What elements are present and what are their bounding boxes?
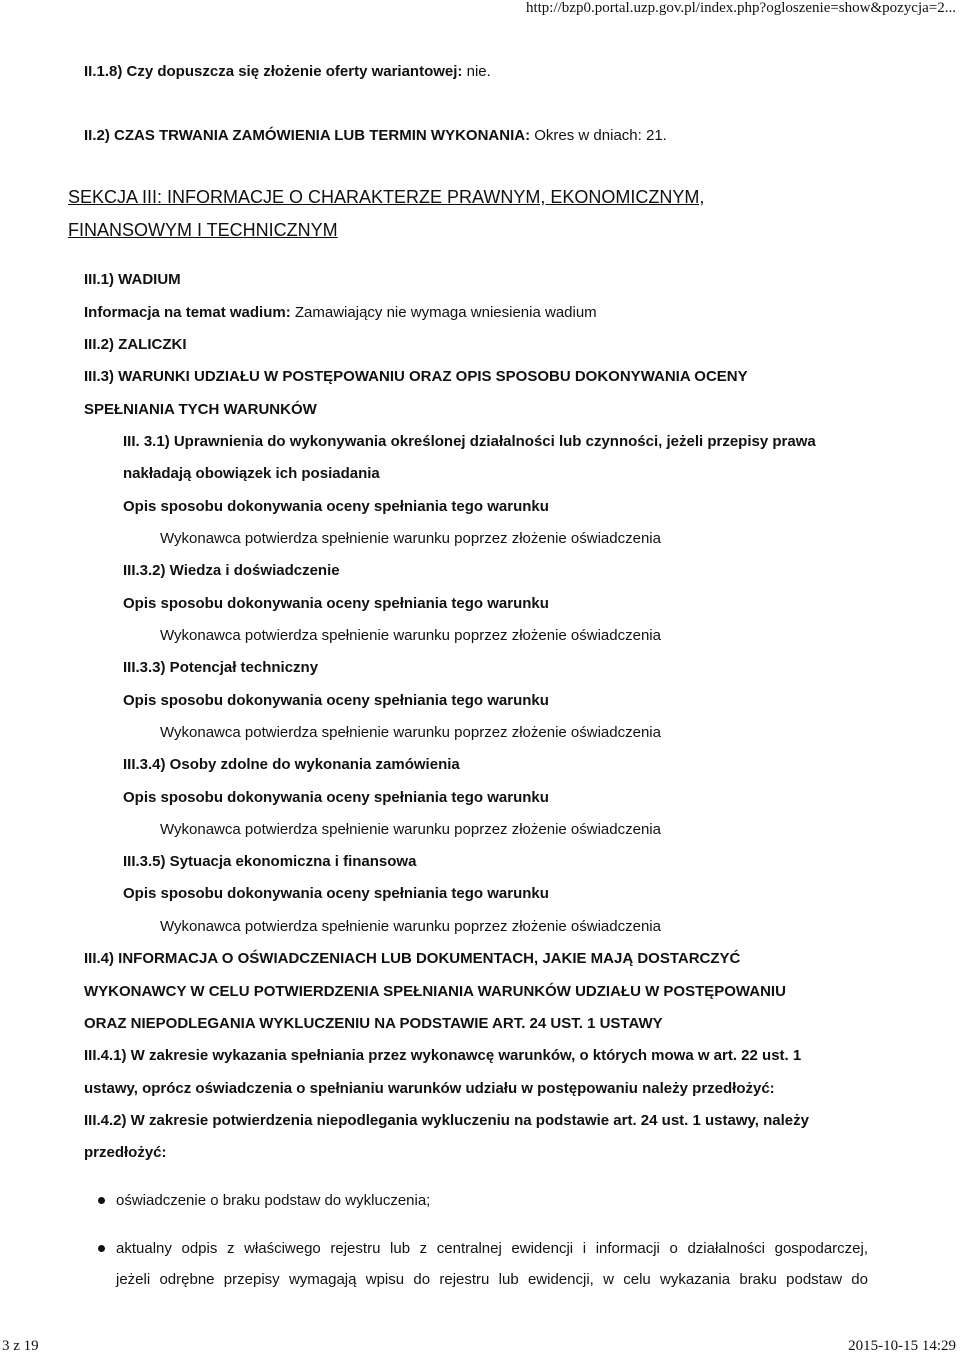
variant-offer-label: II.1.8) Czy dopuszcza się złożenie oferty wariantowej:: [84, 63, 463, 80]
condition-1-wykonawca: Wykonawca potwierdza spełnienie warunku poprzez złożenie oświadczenia: [160, 530, 661, 547]
zaliczki-heading: III.2) ZALICZKI: [84, 336, 187, 353]
condition-5-wykonawca: Wykonawca potwierdza spełnienie warunku poprzez złożenie oświadczenia: [160, 918, 661, 935]
condition-5-title: III.3.5) Sytuacja ekonomiczna i finansowa: [123, 853, 417, 870]
documents-342-line1: III.4.2) W zakresie potwierdzenia niepodlegania wykluczeniu na podstawie art. 24 ust. 1 ustawy, należy: [84, 1112, 809, 1129]
condition-3-wykonawca: Wykonawca potwierdza spełnienie warunku poprzez złożenie oświadczenia: [160, 724, 661, 741]
bullet-item-2-line1: aktualny odpis z właściwego rejestru lub z centralnej ewidencji i informacji o działalności gospodarczej,: [116, 1240, 868, 1257]
wadium-heading: III.1) WADIUM: [84, 271, 181, 288]
documents-342-line2: przedłożyć:: [84, 1144, 167, 1161]
section-title-line2: FINANSOWYM I TECHNICZNYM: [68, 220, 338, 240]
condition-4-opis: Opis sposobu dokonywania oceny spełniania tego warunku: [123, 789, 549, 806]
page-url: http://bzp0.portal.uzp.gov.pl/index.php?ogloszenie=show&pozycja=2...: [525, 0, 956, 16]
condition-3-title: III.3.3) Potencjał techniczny: [123, 659, 319, 676]
page-number: 3 z 19: [2, 1338, 39, 1354]
bullet-item-2-line2: jeżeli odrębne przepisy wymagają wpisu do rejestru lub ewidencji, w celu wykazania braku podstaw do: [116, 1271, 868, 1288]
bullet-dot: [98, 1197, 105, 1204]
section-title-line1: SEKCJA III: INFORMACJE O CHARAKTERZE PRAWNYM, EKONOMICZNYM,: [68, 187, 705, 207]
bullet-item-1: oświadczenie o braku podstaw do wykluczenia;: [116, 1192, 431, 1209]
wadium-value: Zamawiający nie wymaga wniesienia wadium: [290, 304, 597, 321]
condition-1-opis: Opis sposobu dokonywania oceny spełniania tego warunku: [123, 498, 549, 515]
bullet-dot: [98, 1245, 105, 1252]
condition-1-title-line1: III. 3.1) Uprawnienia do wykonywania określonej działalności lub czynności, jeżeli przepisy prawa: [123, 433, 816, 450]
condition-1-title-line2: nakładają obowiązek ich posiadania: [123, 465, 380, 482]
warunki-heading-line2: SPEŁNIANIA TYCH WARUNKÓW: [84, 401, 317, 418]
documents-heading-line1: III.4) INFORMACJA O OŚWIADCZENIACH LUB DOKUMENTACH, JAKIE MAJĄ DOSTARCZYĆ: [84, 950, 741, 967]
documents-341-line2: ustawy, oprócz oświadczenia o spełnianiu warunków udziału w postępowaniu należy przedłożyć:: [84, 1080, 775, 1097]
condition-4-wykonawca: Wykonawca potwierdza spełnienie warunku poprzez złożenie oświadczenia: [160, 821, 661, 838]
duration-label: II.2) CZAS TRWANIA ZAMÓWIENIA LUB TERMIN WYKONANIA:: [84, 127, 531, 144]
condition-2-opis: Opis sposobu dokonywania oceny spełniania tego warunku: [123, 595, 549, 612]
condition-2-title: III.3.2) Wiedza i doświadczenie: [123, 562, 340, 579]
duration-line: [84, 127, 667, 145]
documents-341-line1: III.4.1) W zakresie wykazania spełniania przez wykonawcę warunków, o których mowa w art. 22 ust. 1: [84, 1047, 802, 1064]
variant-offer-line: [84, 63, 491, 81]
documents-heading-line2: WYKONAWCY W CELU POTWIERDZENIA SPEŁNIANIA WARUNKÓW UDZIAŁU W POSTĘPOWANIU: [84, 983, 786, 1000]
wadium-line: [84, 304, 597, 322]
print-datetime: 2015-10-15 14:29: [848, 1338, 956, 1354]
condition-5-opis: Opis sposobu dokonywania oceny spełniania tego warunku: [123, 885, 549, 902]
duration-value: Okres w dniach: 21.: [530, 127, 667, 144]
condition-3-opis: Opis sposobu dokonywania oceny spełniania tego warunku: [123, 692, 549, 709]
condition-2-wykonawca: Wykonawca potwierdza spełnienie warunku poprzez złożenie oświadczenia: [160, 627, 661, 644]
documents-heading-line3: ORAZ NIEPODLEGANIA WYKLUCZENIU NA PODSTAWIE ART. 24 UST. 1 USTAWY: [84, 1015, 663, 1032]
warunki-heading-line1: III.3) WARUNKI UDZIAŁU W POSTĘPOWANIU ORAZ OPIS SPOSOBU DOKONYWANIA OCENY: [84, 368, 748, 385]
condition-4-title: III.3.4) Osoby zdolne do wykonania zamówienia: [123, 756, 460, 773]
variant-offer-value: nie.: [462, 63, 491, 80]
wadium-label: Informacja na temat wadium:: [84, 304, 291, 321]
